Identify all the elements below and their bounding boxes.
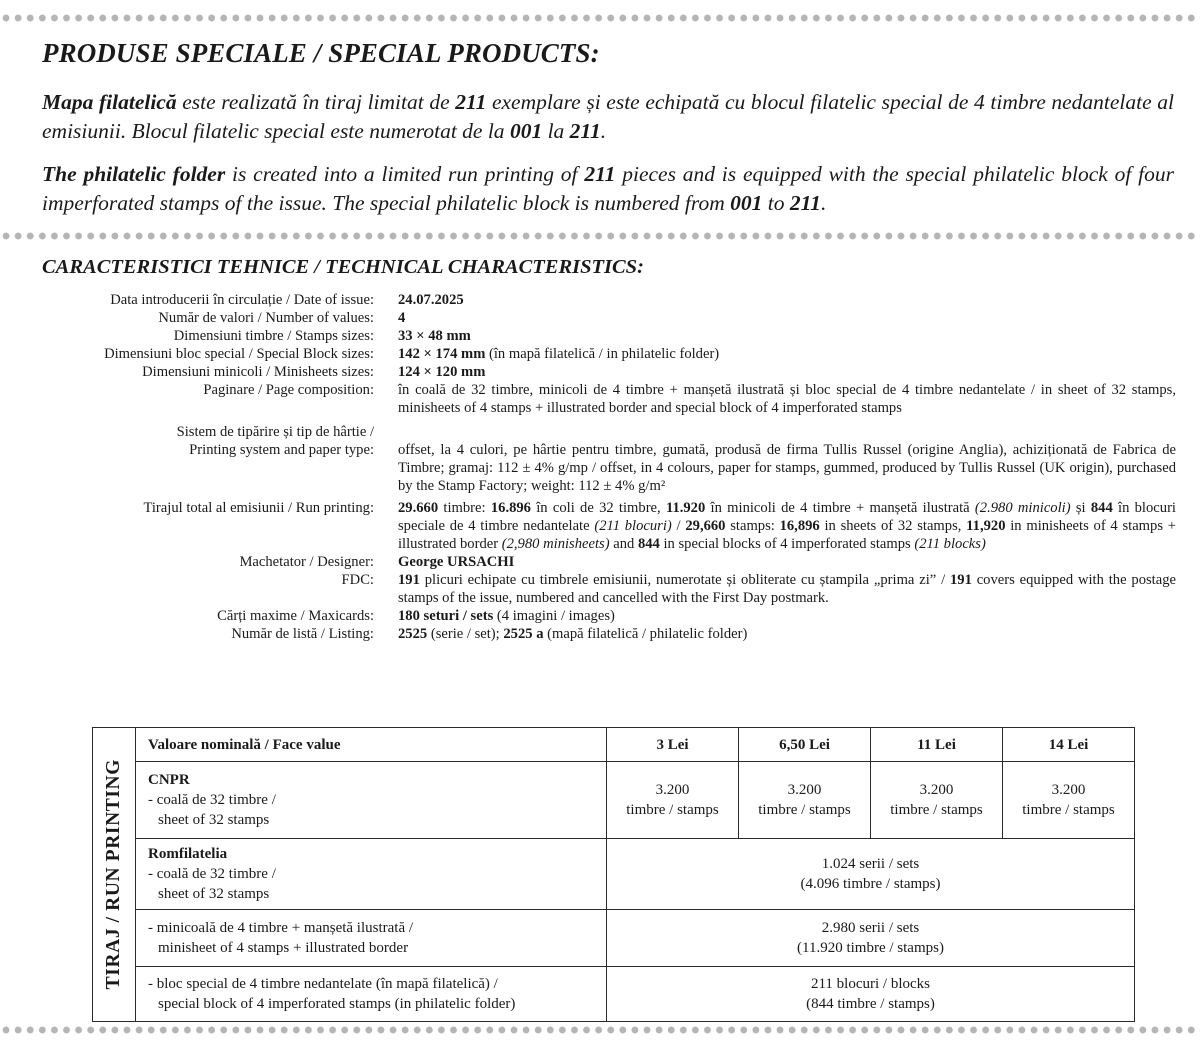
special-block-line-2: special block of 4 imperforated stamps (in philatelic folder) — [158, 996, 516, 1012]
spec-value: 142 × 174 mm (în mapă filatelică / in philatelic folder) — [398, 346, 720, 362]
technical-specs — [0, 291, 1200, 643]
spec-row-date — [0, 291, 1200, 309]
minisheet-value: 2.980 serii / sets (11.920 timbre / stamps) — [607, 910, 1135, 967]
minisheet-line-1: - minicoală de 4 timbre + manșetă ilustrată / — [148, 920, 414, 936]
spec-label: Tirajul total al emisiunii / Run printing: — [143, 500, 374, 516]
romfilatelia-label-cell — [136, 839, 607, 910]
spec-row-block-size — [0, 345, 1200, 363]
spec-value: 2525 (serie / set); 2525 a (mapă filatelică / philatelic folder) — [398, 626, 748, 642]
cnpr-cell-6-50-lei: 3.200 timbre / stamps — [739, 762, 871, 839]
spec-label: Dimensiuni bloc special / Special Block sizes: — [104, 346, 374, 362]
spec-value: offset, la 4 culori, pe hârtie pentru timbre, gumată, produsă de firma Tullis Russel (origine Anglia), achiziționată de Fabrica de Timbre; gramaj: 112 ± 4% g/mp / offset, in 4 colours, paper for stamps, gummed, produced by Tullis Russel (UK origin), purchased by the Stamp Factory; weight: 112 ± 4% g/m² — [398, 442, 1176, 494]
cnpr-label-cell — [136, 762, 607, 839]
special-block-line-1: - bloc special de 4 timbre nedantelate (în mapă filatelică) / — [148, 976, 498, 992]
spec-row-values — [0, 309, 1200, 327]
spec-value: 180 seturi / sets (4 imagini / images) — [398, 608, 615, 624]
face-value-label: Valoare nominală / Face value — [136, 728, 607, 762]
run-printing-side-cell — [93, 728, 136, 1022]
spec-value: 4 — [398, 310, 406, 326]
special-products-en: The philatelic folder is created into a limited run printing of 211 pieces and is equipped with the special philatelic block of four imperforated stamps of the issue. The special philatelic block is numbered from 001 to 211. — [42, 162, 1174, 215]
technical-heading: CARACTERISTICI TEHNICE / TECHNICAL CHARACTERISTICS: — [42, 256, 644, 278]
spec-label: Paginare / Page composition: — [203, 382, 374, 398]
romfilatelia-sheet-value: 1.024 serii / sets (4.096 timbre / stamps) — [607, 839, 1135, 910]
spec-label: Dimensiuni timbre / Stamps sizes: — [173, 328, 374, 344]
special-products-heading: PRODUSE SPECIALE / SPECIAL PRODUCTS: — [42, 38, 600, 68]
spec-row-minisheet-size — [0, 363, 1200, 381]
dotted-divider-middle — [0, 230, 1200, 242]
table-row-header — [93, 728, 1135, 762]
cnpr-title: CNPR — [148, 772, 190, 788]
spec-row-maxicards — [0, 607, 1200, 625]
minisheet-label-cell — [136, 910, 607, 967]
run-printing-table-wrapper — [92, 727, 1135, 1022]
spec-label: Număr de listă / Listing: — [231, 626, 374, 642]
spec-label: Dimensiuni minicoli / Minisheets sizes: — [142, 364, 374, 380]
face-value-14-lei: 14 Lei — [1003, 728, 1135, 762]
spec-row-stamp-size — [0, 327, 1200, 345]
spec-value: 33 × 48 mm — [398, 328, 471, 344]
spec-row-designer — [0, 553, 1200, 571]
special-block-label-cell — [136, 967, 607, 1022]
spec-value: în coală de 32 timbre, minicoli de 4 timbre + manșetă ilustrată și bloc special de 4 timbre nedantelate / in sheet of 32 stamps, minisheets of 4 stamps + illustrated border and special block of 4 imperforated stamps — [398, 382, 1176, 416]
special-products-ro: Mapa filatelică este realizată în tiraj limitat de 211 exemplare și este echipată cu blocul filatelic special de 4 timbre nedantelate al emisiunii. Blocul filatelic special este numerotat de la 001 la 211. — [42, 90, 1175, 143]
spec-value: George URSACHI — [398, 554, 515, 570]
spec-row-listing — [0, 625, 1200, 643]
face-value-3-lei: 3 Lei — [607, 728, 739, 762]
spec-label: Cărți maxime / Maxicards: — [217, 608, 374, 624]
cnpr-line-2: sheet of 32 stamps — [158, 812, 270, 828]
spec-label: Machetator / Designer: — [239, 554, 374, 570]
table-row-special-block — [93, 967, 1135, 1022]
face-value-6-50-lei: 6,50 Lei — [739, 728, 871, 762]
special-block-value: 211 blocuri / blocks (844 timbre / stamps) — [607, 967, 1135, 1022]
spec-label: FDC: — [341, 572, 374, 588]
spec-label: Sistem de tipărire și tip de hârtie / Printing system and paper type: — [176, 424, 374, 458]
cnpr-cell-14-lei: 3.200 timbre / stamps — [1003, 762, 1135, 839]
dotted-divider-top — [0, 12, 1200, 24]
cnpr-line-1: - coală de 32 timbre / — [148, 792, 276, 808]
minisheet-line-2: minisheet of 4 stamps + illustrated border — [158, 940, 409, 956]
spec-value: 124 × 120 mm — [398, 364, 486, 380]
spec-value: 191 plicuri echipate cu timbrele emisiunii, numerotate și obliterate cu ștampila „prima zi” / 191 covers equipped with the postage stamps of the issue, numbered and cancelled with the First Day postmark. — [398, 572, 1176, 606]
cnpr-cell-3-lei: 3.200 timbre / stamps — [607, 762, 739, 839]
spec-row-page — [0, 381, 1200, 417]
face-value-11-lei: 11 Lei — [871, 728, 1003, 762]
table-row-cnpr — [93, 762, 1135, 839]
spec-label: Număr de valori / Number of values: — [158, 310, 374, 326]
romfilatelia-title: Romfilatelia — [148, 846, 228, 862]
table-row-minisheet — [93, 910, 1135, 967]
table-row-romfilatelia — [93, 839, 1135, 910]
spec-row-printing — [0, 423, 1200, 495]
spec-value: 24.07.2025 — [398, 292, 464, 308]
dotted-divider-bottom — [0, 1024, 1200, 1036]
spec-label: Data introducerii în circulație / Date of issue: — [110, 292, 374, 308]
spec-row-run — [0, 499, 1200, 553]
run-printing-side-label: TIRAJ / RUN PRINTING — [103, 759, 124, 990]
cnpr-cell-11-lei: 3.200 timbre / stamps — [871, 762, 1003, 839]
romfilatelia-line-2: sheet of 32 stamps — [158, 886, 270, 902]
spec-value: 29.660 timbre: 16.896 în coli de 32 timbre, 11.920 în minicoli de 4 timbre + manșetă ilustrată (2.980 minicoli) și 844 în blocuri speciale de 4 timbre nedantelate (211 blocuri) / 29,660 stamps: 16,896 in sheets of 32 stamps, 11,920 in minisheets of 4 stamps + illustrated border (2,980 minisheets) and 844 in special blocks of 4 imperforated stamps (211 blocks) — [398, 500, 1176, 552]
romfilatelia-line-1: - coală de 32 timbre / — [148, 866, 276, 882]
run-printing-table — [92, 727, 1135, 1022]
spec-row-fdc — [0, 571, 1200, 607]
